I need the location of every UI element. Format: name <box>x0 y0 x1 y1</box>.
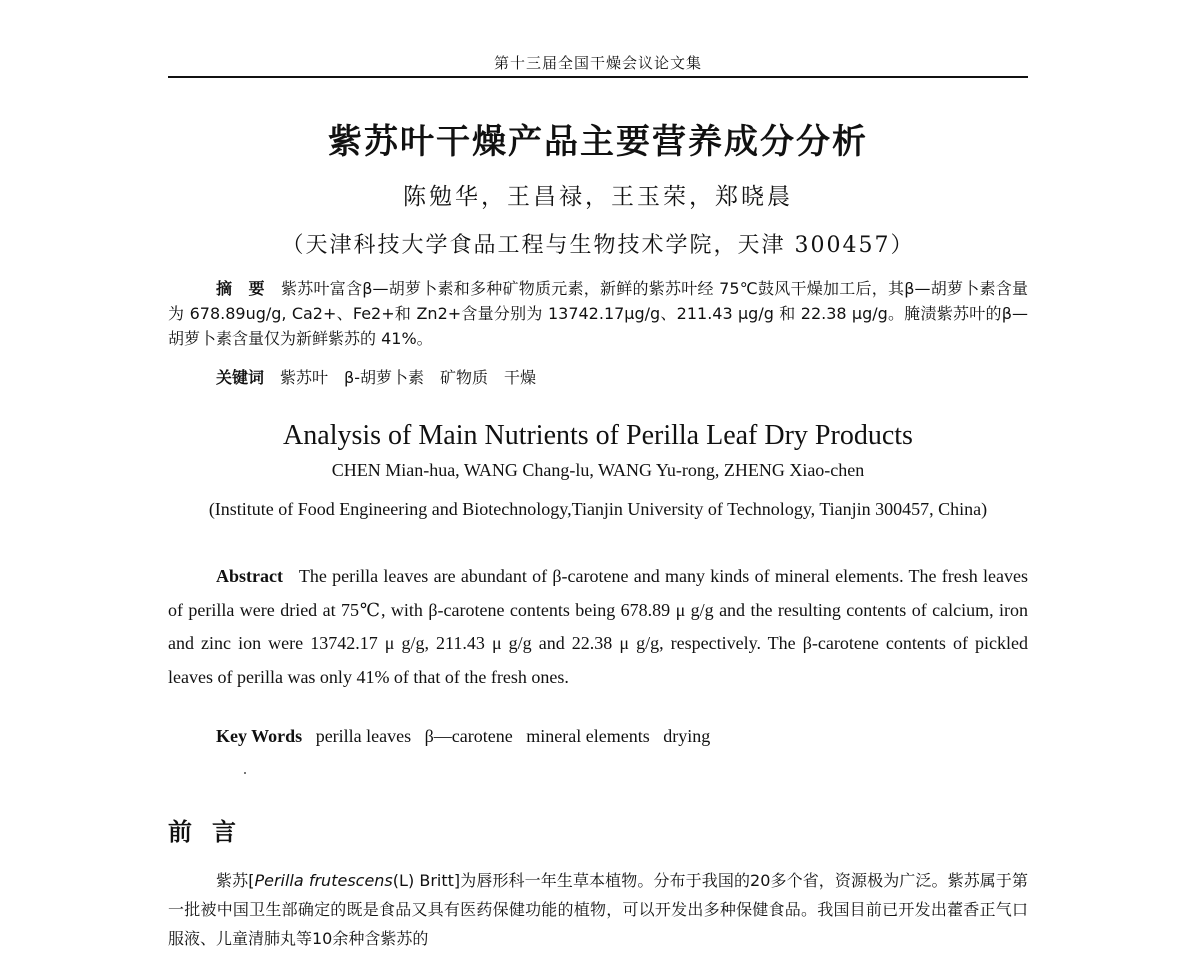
author-list: 陈勉华，王昌禄，王玉荣，郑晓晨 <box>403 184 793 210</box>
chinese-abstract-label: 摘 要 <box>216 279 265 298</box>
english-abstract-label: Abstract <box>216 566 283 586</box>
intro-text: (L) Britt]为唇形科一年生草本植物。分布于我国的20多个省，资源极为广泛。紫苏属于第一批被中国卫生部确定的既是食品又具有医药保健功能的植物，可以开发出多种保健食品。我国目前已开发出藿香正气口服液、儿童清肺丸等10余种含紫苏的 <box>168 871 1029 948</box>
scan-speck <box>244 772 246 774</box>
chinese-keywords-label: 关键词 <box>216 368 265 387</box>
chinese-keywords <box>216 365 1028 390</box>
english-authors: CHEN Mian-hua, WANG Chang-lu, WANG Yu-rong, ZHENG Xiao-chen <box>331 460 865 480</box>
chinese-abstract <box>168 276 1028 351</box>
english-abstract <box>168 560 1028 694</box>
affiliation: （天津科技大学食品工程与生物技术学院，天津 300457） <box>281 233 915 258</box>
intro-prefix: 紫苏[ <box>216 871 255 890</box>
english-keywords-label: Key Words <box>216 726 303 746</box>
chinese-keywords-text: 紫苏叶 β-胡萝卜素 矿物质 干燥 <box>280 368 537 387</box>
english-abstract-text: The perilla leaves are abundant of β-carotene and many kinds of mineral elements. The fresh leaves of perilla were dried at 75℃, with β-carotene contents being 678.89 μ g/g and the resulting contents of calcium, iron and zinc ion were 13742.17 μ g/g, 211.43 μ g/g and 22.38 μ g/g, respectively. The β-carotene contents of pickled leaves of perilla was only 41% of that of the fresh ones. <box>168 566 1029 687</box>
chinese-abstract-text: 紫苏叶富含β—胡萝卜素和多种矿物质元素，新鲜的紫苏叶经 75℃鼓风干燥加工后，其β—胡萝卜素含量为 678.89ug/g, Ca2+、Fe2+和 Zn2+含量分别为 13742.17μg/g、211.43 μg/g 和 22.38 μg/g。腌渍紫苏叶的β—胡萝卜素含量仅为新鲜紫苏的 41%。 <box>168 279 1028 348</box>
english-keywords-text: perilla leaves β—carotene mineral elements drying <box>315 726 711 746</box>
header-rule <box>168 76 1028 78</box>
paper-title: 紫苏叶干燥产品主要营养成分分析 <box>328 122 868 162</box>
english-affiliation: (Institute of Food Engineering and Biotechnology,Tianjin University of Technology, Tianjin 300457, China) <box>208 499 988 519</box>
english-title: Analysis of Main Nutrients of Perilla Leaf Dry Products <box>283 420 913 451</box>
section-heading-preface: 前言 <box>168 818 256 846</box>
running-header: 第十三届全国干燥会议论文集 <box>493 54 702 72</box>
intro-paragraph <box>168 866 1028 953</box>
english-keywords <box>216 726 1028 747</box>
species-name: Perilla frutescens <box>254 871 393 890</box>
